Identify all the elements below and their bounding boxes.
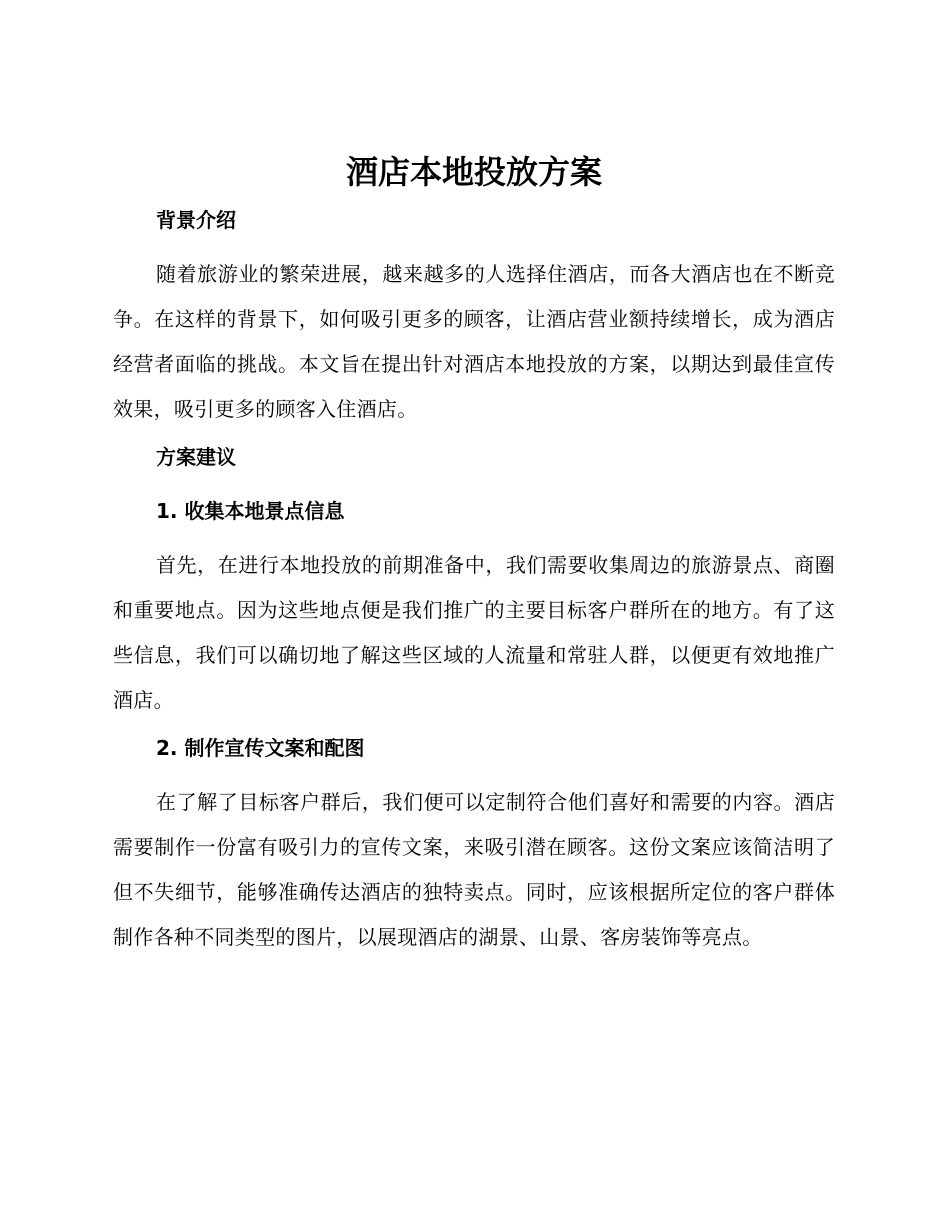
subsection-paragraph-copy-and-images: 在了解了目标客户群后，我们便可以定制符合他们喜好和需要的内容。酒店需要制作一份富有吸引力的宣传文案，来吸引潜在顾客。这份文案应该简洁明了但不失细节，能够准确传达酒店的独特卖点。同时，应该根据所定位的客户群体制作各种不同类型的图片，以展现酒店的湖景、山景、客房装饰等亮点。: [113, 790, 835, 949]
section-heading-proposal: 方案建议: [156, 445, 236, 469]
section-heading-background: 背景介绍: [156, 208, 236, 232]
document-title: 酒店本地投放方案: [345, 153, 602, 191]
section-paragraph-background: 随着旅游业的繁荣进展，越来越多的人选择住酒店，而各大酒店也在不断竞争。在这样的背景下，如何吸引更多的顾客，让酒店营业额持续增长，成为酒店经营者面临的挑战。本文旨在提出针对酒店本地投放的方案，以期达到最佳宣传效果，吸引更多的顾客入住酒店。: [113, 262, 835, 421]
subsection-heading-copy-and-images: 2. 制作宣传文案和配图: [156, 736, 365, 760]
subsection-heading-collect-info: 1. 收集本地景点信息: [156, 499, 345, 523]
subsection-paragraph-collect-info: 首先，在进行本地投放的前期准备中，我们需要收集周边的旅游景点、商圈和重要地点。因为这些地点便是我们推广的主要目标客户群所在的地方。有了这些信息，我们可以确切地了解这些区域的人流量和常驻人群，以便更有效地推广酒店。: [113, 553, 835, 712]
